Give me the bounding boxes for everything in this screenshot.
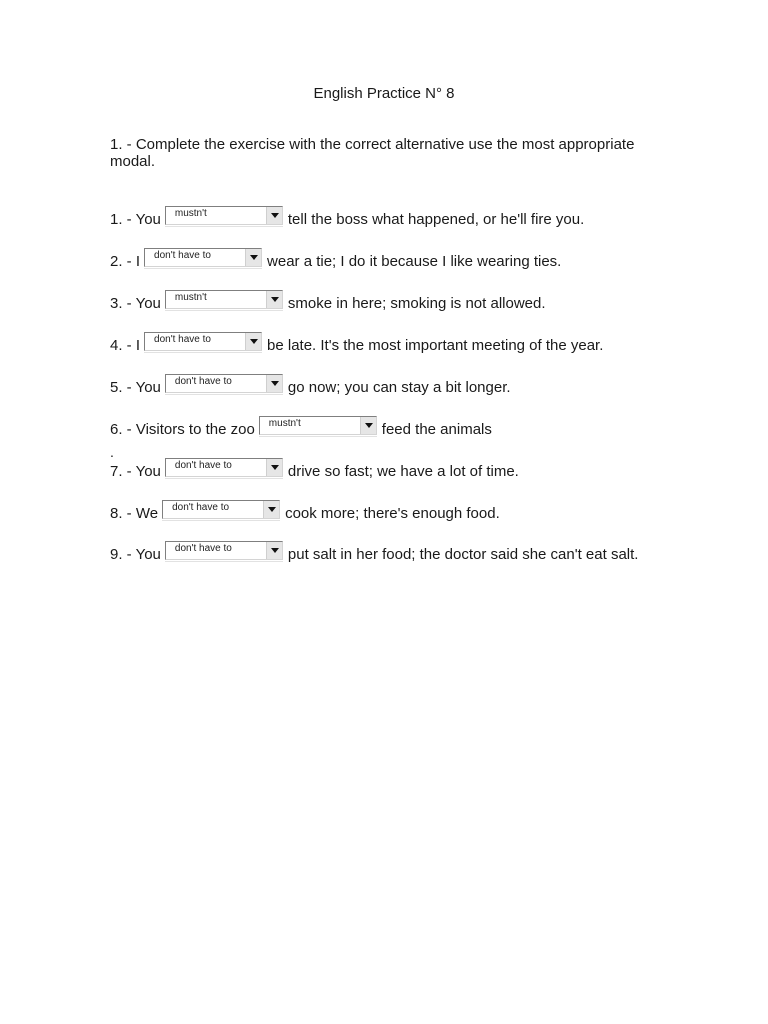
exercise-item-1 — [110, 207, 584, 231]
exercise-item-6 — [110, 417, 492, 441]
item-prefix: 5. - You — [110, 378, 161, 396]
modal-select-1[interactable] — [165, 206, 283, 225]
selected-value: mustn't — [268, 417, 301, 429]
item-suffix: go now; you can stay a bit longer. — [287, 378, 511, 396]
exercise-item-4 — [110, 333, 603, 357]
item-suffix: tell the boss what happened, or he'll fire you. — [287, 210, 585, 228]
chevron-down-icon[interactable] — [263, 501, 279, 518]
item-prefix: 7. - You — [110, 462, 161, 480]
item-prefix: 3. - You — [110, 294, 161, 312]
chevron-down-icon[interactable] — [266, 375, 282, 392]
selected-value: don't have to — [174, 459, 232, 471]
chevron-down-icon[interactable] — [245, 333, 261, 350]
item-suffix: cook more; there's enough food. — [285, 504, 500, 522]
selected-value: mustn't — [174, 207, 207, 219]
exercise-item-9 — [110, 542, 638, 566]
modal-select-8[interactable] — [162, 500, 280, 519]
modal-select-7[interactable] — [165, 458, 283, 477]
exercise-item-3 — [110, 291, 546, 315]
modal-select-3[interactable] — [165, 290, 283, 309]
modal-select-2[interactable] — [144, 248, 262, 267]
modal-select-4[interactable] — [144, 332, 262, 351]
item-prefix: 6. - Visitors to the zoo — [110, 420, 255, 438]
item-prefix: 8. - We — [110, 504, 159, 522]
chevron-down-icon[interactable] — [266, 291, 282, 308]
chevron-down-icon[interactable] — [266, 542, 282, 559]
item-suffix: smoke in here; smoking is not allowed. — [287, 294, 546, 312]
item-prefix: 2. - I — [110, 252, 141, 270]
selected-value: don't have to — [154, 333, 211, 345]
item-suffix: feed the animals — [381, 420, 492, 438]
exercise-item-2 — [110, 249, 561, 273]
selected-value: don't have to — [172, 501, 230, 513]
chevron-down-icon[interactable] — [245, 249, 261, 266]
modal-select-5[interactable] — [165, 374, 283, 393]
item-prefix: 1. - You — [110, 210, 161, 228]
exercise-item-7 — [110, 459, 519, 483]
modal-select-6[interactable] — [259, 416, 377, 435]
stray-period: . — [110, 444, 114, 460]
modal-select-9[interactable] — [165, 541, 283, 560]
chevron-down-icon[interactable] — [266, 207, 282, 224]
item-suffix: drive so fast; we have a lot of time. — [287, 462, 519, 480]
item-suffix: wear a tie; I do it because I like wearing ties. — [267, 252, 562, 270]
item-suffix: be late. It's the most important meeting of the year. — [267, 336, 604, 354]
chevron-down-icon[interactable] — [360, 417, 376, 434]
selected-value: mustn't — [174, 291, 207, 303]
item-prefix: 9. - You — [110, 545, 161, 563]
instructions-text: 1. - Complete the exercise with the correct alternative use the most appropriate modal. — [110, 136, 635, 170]
item-prefix: 4. - I — [110, 336, 141, 354]
selected-value: don't have to — [174, 542, 232, 554]
page-title: English Practice N° 8 — [313, 85, 455, 102]
exercise-item-5 — [110, 375, 511, 399]
selected-value: don't have to — [174, 375, 232, 387]
item-suffix: put salt in her food; the doctor said she can't eat salt. — [287, 545, 639, 563]
chevron-down-icon[interactable] — [266, 459, 282, 476]
exercise-item-8 — [110, 501, 500, 525]
selected-value: don't have to — [154, 249, 211, 261]
